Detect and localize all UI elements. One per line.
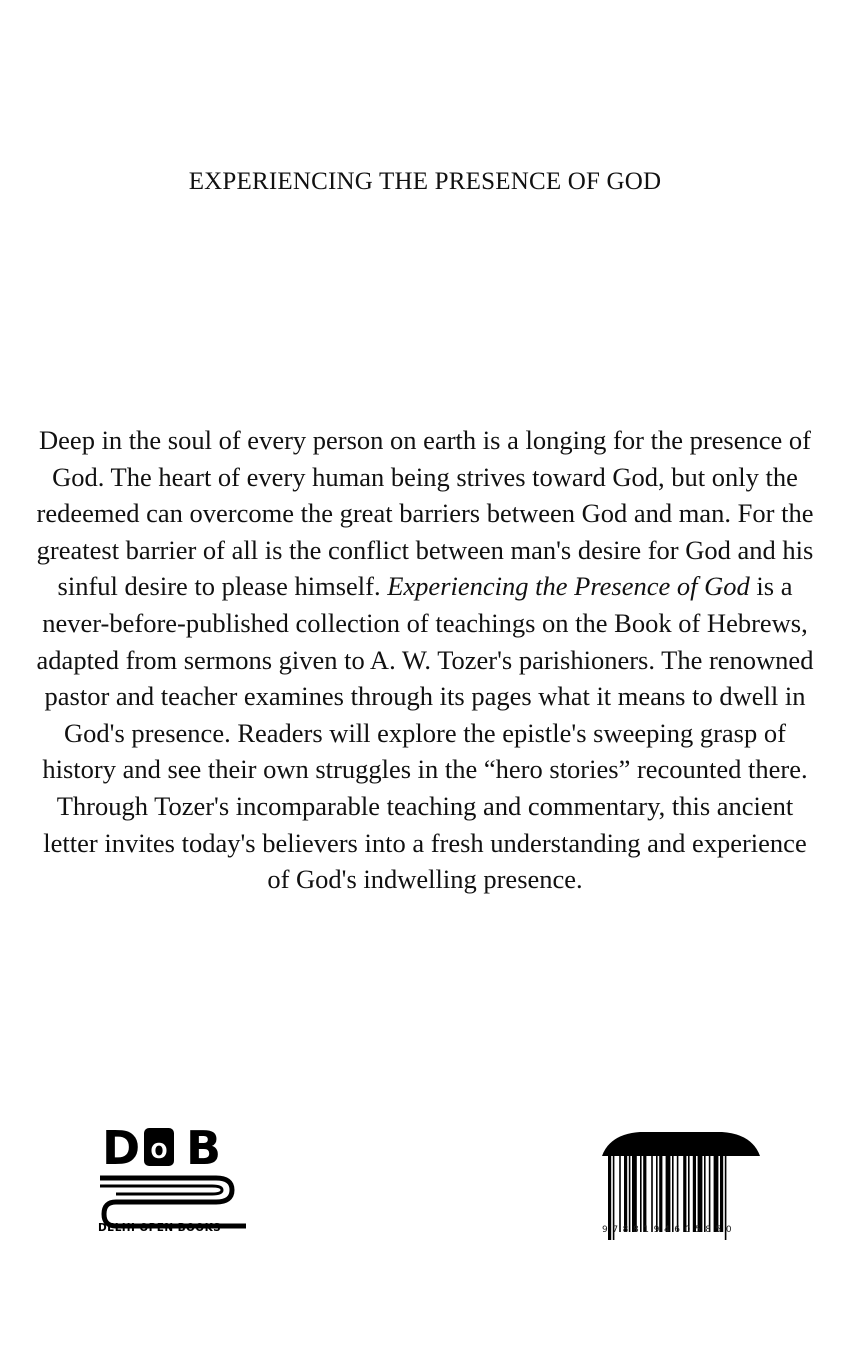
barcode-bar	[693, 1156, 696, 1232]
barcode-bar	[659, 1156, 662, 1232]
barcode-bar	[704, 1156, 706, 1232]
barcode-bar	[632, 1156, 637, 1232]
barcode-bar	[624, 1156, 627, 1232]
isbn-digits: 9788194605850	[602, 1225, 737, 1235]
barcode-bar	[698, 1156, 703, 1232]
barcode-bar	[651, 1156, 653, 1232]
barcode-bar	[619, 1156, 621, 1232]
logo-letter-b: B	[186, 1121, 222, 1175]
barcode-bar	[666, 1156, 671, 1232]
barcode-bar	[683, 1156, 686, 1232]
barcode-bar	[656, 1156, 658, 1232]
book-title: EXPERIENCING THE PRESENCE OF GOD	[188, 168, 662, 195]
barcode-bar	[688, 1156, 690, 1232]
blurb-text-part-1: Deep in the soul of every person on earth is a longing for the presence of God. The heart of every human being strives toward God, but only the redeemed can overcome the great barriers between God and man. For the greatest barrier of all is the conflict between man's desire for God and his sinful desire to please himself.	[36, 425, 814, 602]
logo-book-stack-inner-icon	[100, 1186, 222, 1194]
barcode-bar	[629, 1156, 631, 1232]
blurb-text-part-2: is a never-before-published collection of teachings on the Book of Hebrews, adapted from sermons given to A. W. Tozer's parishioners. The renowned pastor and teacher examines through its pages what it means to dwell in God's presence. Readers will explore the epistle's sweeping grasp of history and see their own struggles in the “hero stories” recounted there. Through Tozer's incomparable teaching and commentary, this ancient letter invites today's believers into a fresh understanding and experience of God's indwelling presence.	[36, 571, 814, 895]
barcode-bar	[672, 1156, 674, 1232]
barcode-top-band	[602, 1132, 760, 1156]
back-cover-blurb	[30, 422, 820, 898]
barcode-bar	[714, 1156, 719, 1232]
barcode-bar	[677, 1156, 679, 1232]
blurb-book-title-italic: Experiencing the Presence of God	[387, 571, 750, 602]
barcode-bar	[720, 1156, 723, 1232]
barcode-bar	[709, 1156, 711, 1232]
publisher-name: DELHI OPEN BOOKS	[98, 1222, 222, 1234]
barcode-bar	[643, 1156, 646, 1232]
logo-letter-d: D	[102, 1121, 141, 1175]
barcode-bar	[640, 1156, 642, 1232]
logo-letter-o: O	[150, 1139, 168, 1163]
